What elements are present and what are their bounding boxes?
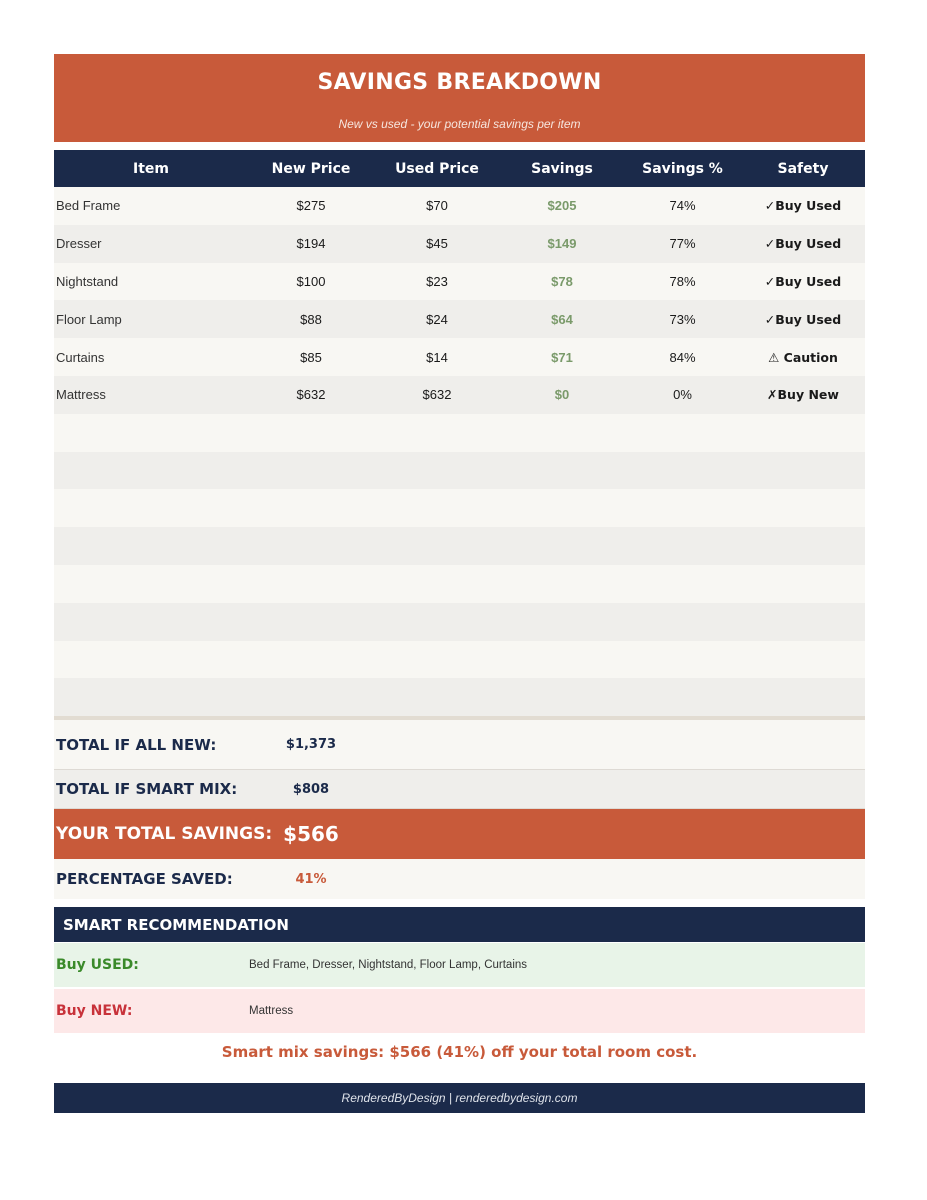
cell-safety: [741, 641, 865, 679]
cell-used-price: [374, 489, 500, 527]
table-row: [54, 678, 865, 716]
total-savings-value: $566: [283, 822, 339, 846]
cell-savings-percent: [624, 452, 741, 490]
buy-used-items: Bed Frame, Dresser, Nightstand, Floor Lamp, Curtains: [249, 959, 528, 971]
table-body: [54, 187, 865, 716]
table-row: [54, 338, 865, 376]
cell-savings-percent: 77%: [669, 236, 696, 252]
buy-new-label: Buy NEW:: [56, 1003, 133, 1019]
cell-savings: $78: [551, 273, 573, 289]
recommendation-heading: SMART RECOMMENDATION: [54, 907, 865, 942]
column-header-item: Item: [133, 160, 169, 177]
title-banner: [54, 54, 865, 142]
cell-item: Mattress: [56, 387, 106, 403]
cell-savings: [500, 452, 624, 490]
total-smart-mix-value: $808: [292, 781, 330, 797]
cell-item: Dresser: [56, 236, 102, 252]
cell-safety: [741, 489, 865, 527]
table-row: [54, 565, 865, 603]
total-smart-mix-label: TOTAL IF SMART MIX:: [56, 780, 238, 798]
cell-used-price: [374, 414, 500, 452]
column-header-savings-percent: Savings %: [642, 160, 723, 177]
cell-savings: $71: [551, 349, 573, 365]
table-row: [54, 187, 865, 225]
cell-used-price: [374, 603, 500, 641]
cell-item: [54, 527, 248, 565]
cell-savings: [500, 603, 624, 641]
cell-item: [54, 565, 248, 603]
table-row: [54, 414, 865, 452]
cell-savings-percent: 84%: [669, 349, 696, 365]
cell-used-price: [374, 527, 500, 565]
cell-new-price: $194: [296, 236, 326, 252]
cell-new-price: [248, 641, 374, 679]
cell-used-price: [374, 452, 500, 490]
cell-safety: [741, 603, 865, 641]
cell-used-price: $45: [426, 236, 448, 252]
total-smart-mix-row: [54, 770, 865, 809]
cell-new-price: $85: [300, 349, 322, 365]
percentage-saved-label: PERCENTAGE SAVED:: [56, 870, 233, 888]
cell-safety: ✓Buy Used: [764, 273, 842, 289]
page-title: SAVINGS BREAKDOWN: [317, 70, 602, 95]
cell-used-price: $23: [426, 273, 448, 289]
cell-item: [54, 678, 248, 716]
buy-used-label: Buy USED:: [56, 957, 139, 973]
cell-savings-percent: 74%: [669, 198, 696, 214]
cell-safety: ✗Buy New: [767, 387, 839, 403]
cell-item: [54, 452, 248, 490]
cell-savings-percent: [624, 527, 741, 565]
table-row: [54, 225, 865, 263]
table-row: [54, 300, 865, 338]
page-subtitle: New vs used - your potential savings per item: [338, 117, 581, 131]
cell-item: Nightstand: [56, 273, 119, 289]
cell-savings: [500, 678, 624, 716]
cell-savings: [500, 641, 624, 679]
cell-safety: [741, 565, 865, 603]
cell-savings: [500, 489, 624, 527]
cell-new-price: $88: [300, 311, 322, 327]
cell-savings: [500, 414, 624, 452]
cell-safety: [741, 527, 865, 565]
cell-item: [54, 414, 248, 452]
table-row: [54, 452, 865, 490]
cell-savings: [500, 565, 624, 603]
cell-savings: $149: [547, 236, 577, 252]
cell-savings-percent: [624, 565, 741, 603]
total-all-new-value: $1,373: [285, 737, 337, 752]
table-header: [54, 150, 865, 187]
column-header-new-price: New Price: [271, 160, 351, 177]
cell-savings-percent: [624, 678, 741, 716]
cell-item: Bed Frame: [56, 198, 121, 214]
cell-safety: ✓Buy Used: [764, 198, 842, 214]
cell-new-price: [248, 603, 374, 641]
table-row: [54, 376, 865, 414]
percentage-saved-row: [54, 859, 865, 899]
cell-savings: $0: [554, 387, 570, 403]
cell-item: [54, 603, 248, 641]
cell-savings: $205: [547, 198, 577, 214]
column-header-savings: Savings: [531, 160, 593, 177]
cell-item: Curtains: [56, 349, 105, 365]
table-row: [54, 489, 865, 527]
cell-used-price: [374, 565, 500, 603]
cell-new-price: [248, 565, 374, 603]
cell-savings-percent: [624, 641, 741, 679]
cell-safety: [741, 678, 865, 716]
cell-safety: ✓Buy Used: [764, 311, 842, 327]
cell-savings-percent: 78%: [669, 273, 696, 289]
percentage-saved-value: 41%: [295, 871, 327, 887]
cell-item: Floor Lamp: [56, 311, 122, 327]
cell-savings-percent: 73%: [669, 311, 696, 327]
cell-new-price: [248, 678, 374, 716]
cell-used-price: [374, 678, 500, 716]
footer: RenderedByDesign | renderedbydesign.com: [54, 1083, 865, 1113]
cell-safety: ✓Buy Used: [764, 236, 842, 252]
cell-savings-percent: 0%: [673, 387, 692, 403]
cell-safety: [741, 414, 865, 452]
cell-used-price: $14: [426, 349, 448, 365]
recommendation-new-row: [54, 989, 865, 1033]
cell-item: [54, 641, 248, 679]
cell-savings-percent: [624, 414, 741, 452]
cell-savings-percent: [624, 603, 741, 641]
table-row: [54, 603, 865, 641]
cell-new-price: $632: [296, 387, 326, 403]
table-row: [54, 641, 865, 679]
cell-savings: $64: [551, 311, 573, 327]
total-all-new-row: [54, 720, 865, 770]
column-header-used-price: Used Price: [395, 160, 479, 177]
cell-new-price: $275: [296, 198, 326, 214]
column-header-safety: Safety: [777, 160, 829, 177]
cell-new-price: [248, 452, 374, 490]
cell-used-price: $70: [426, 198, 448, 214]
total-savings-row: [54, 809, 865, 859]
table-row: [54, 527, 865, 565]
total-all-new-label: TOTAL IF ALL NEW:: [56, 735, 217, 754]
cell-new-price: $100: [296, 273, 326, 289]
cell-new-price: [248, 527, 374, 565]
recommendation-used-row: [54, 943, 865, 987]
cell-used-price: $24: [426, 311, 448, 327]
cell-safety: [741, 452, 865, 490]
cell-savings: [500, 527, 624, 565]
smart-mix-summary: Smart mix savings: $566 (41%) off your total room cost.: [221, 1043, 698, 1061]
cell-safety: ⚠ Caution: [768, 349, 838, 365]
cell-used-price: $632: [422, 387, 452, 403]
cell-item: [54, 489, 248, 527]
cell-new-price: [248, 414, 374, 452]
table-row: [54, 263, 865, 301]
cell-savings-percent: [624, 489, 741, 527]
cell-new-price: [248, 489, 374, 527]
cell-used-price: [374, 641, 500, 679]
buy-new-items: Mattress: [249, 1005, 294, 1017]
total-savings-label: YOUR TOTAL SAVINGS:: [56, 824, 273, 844]
